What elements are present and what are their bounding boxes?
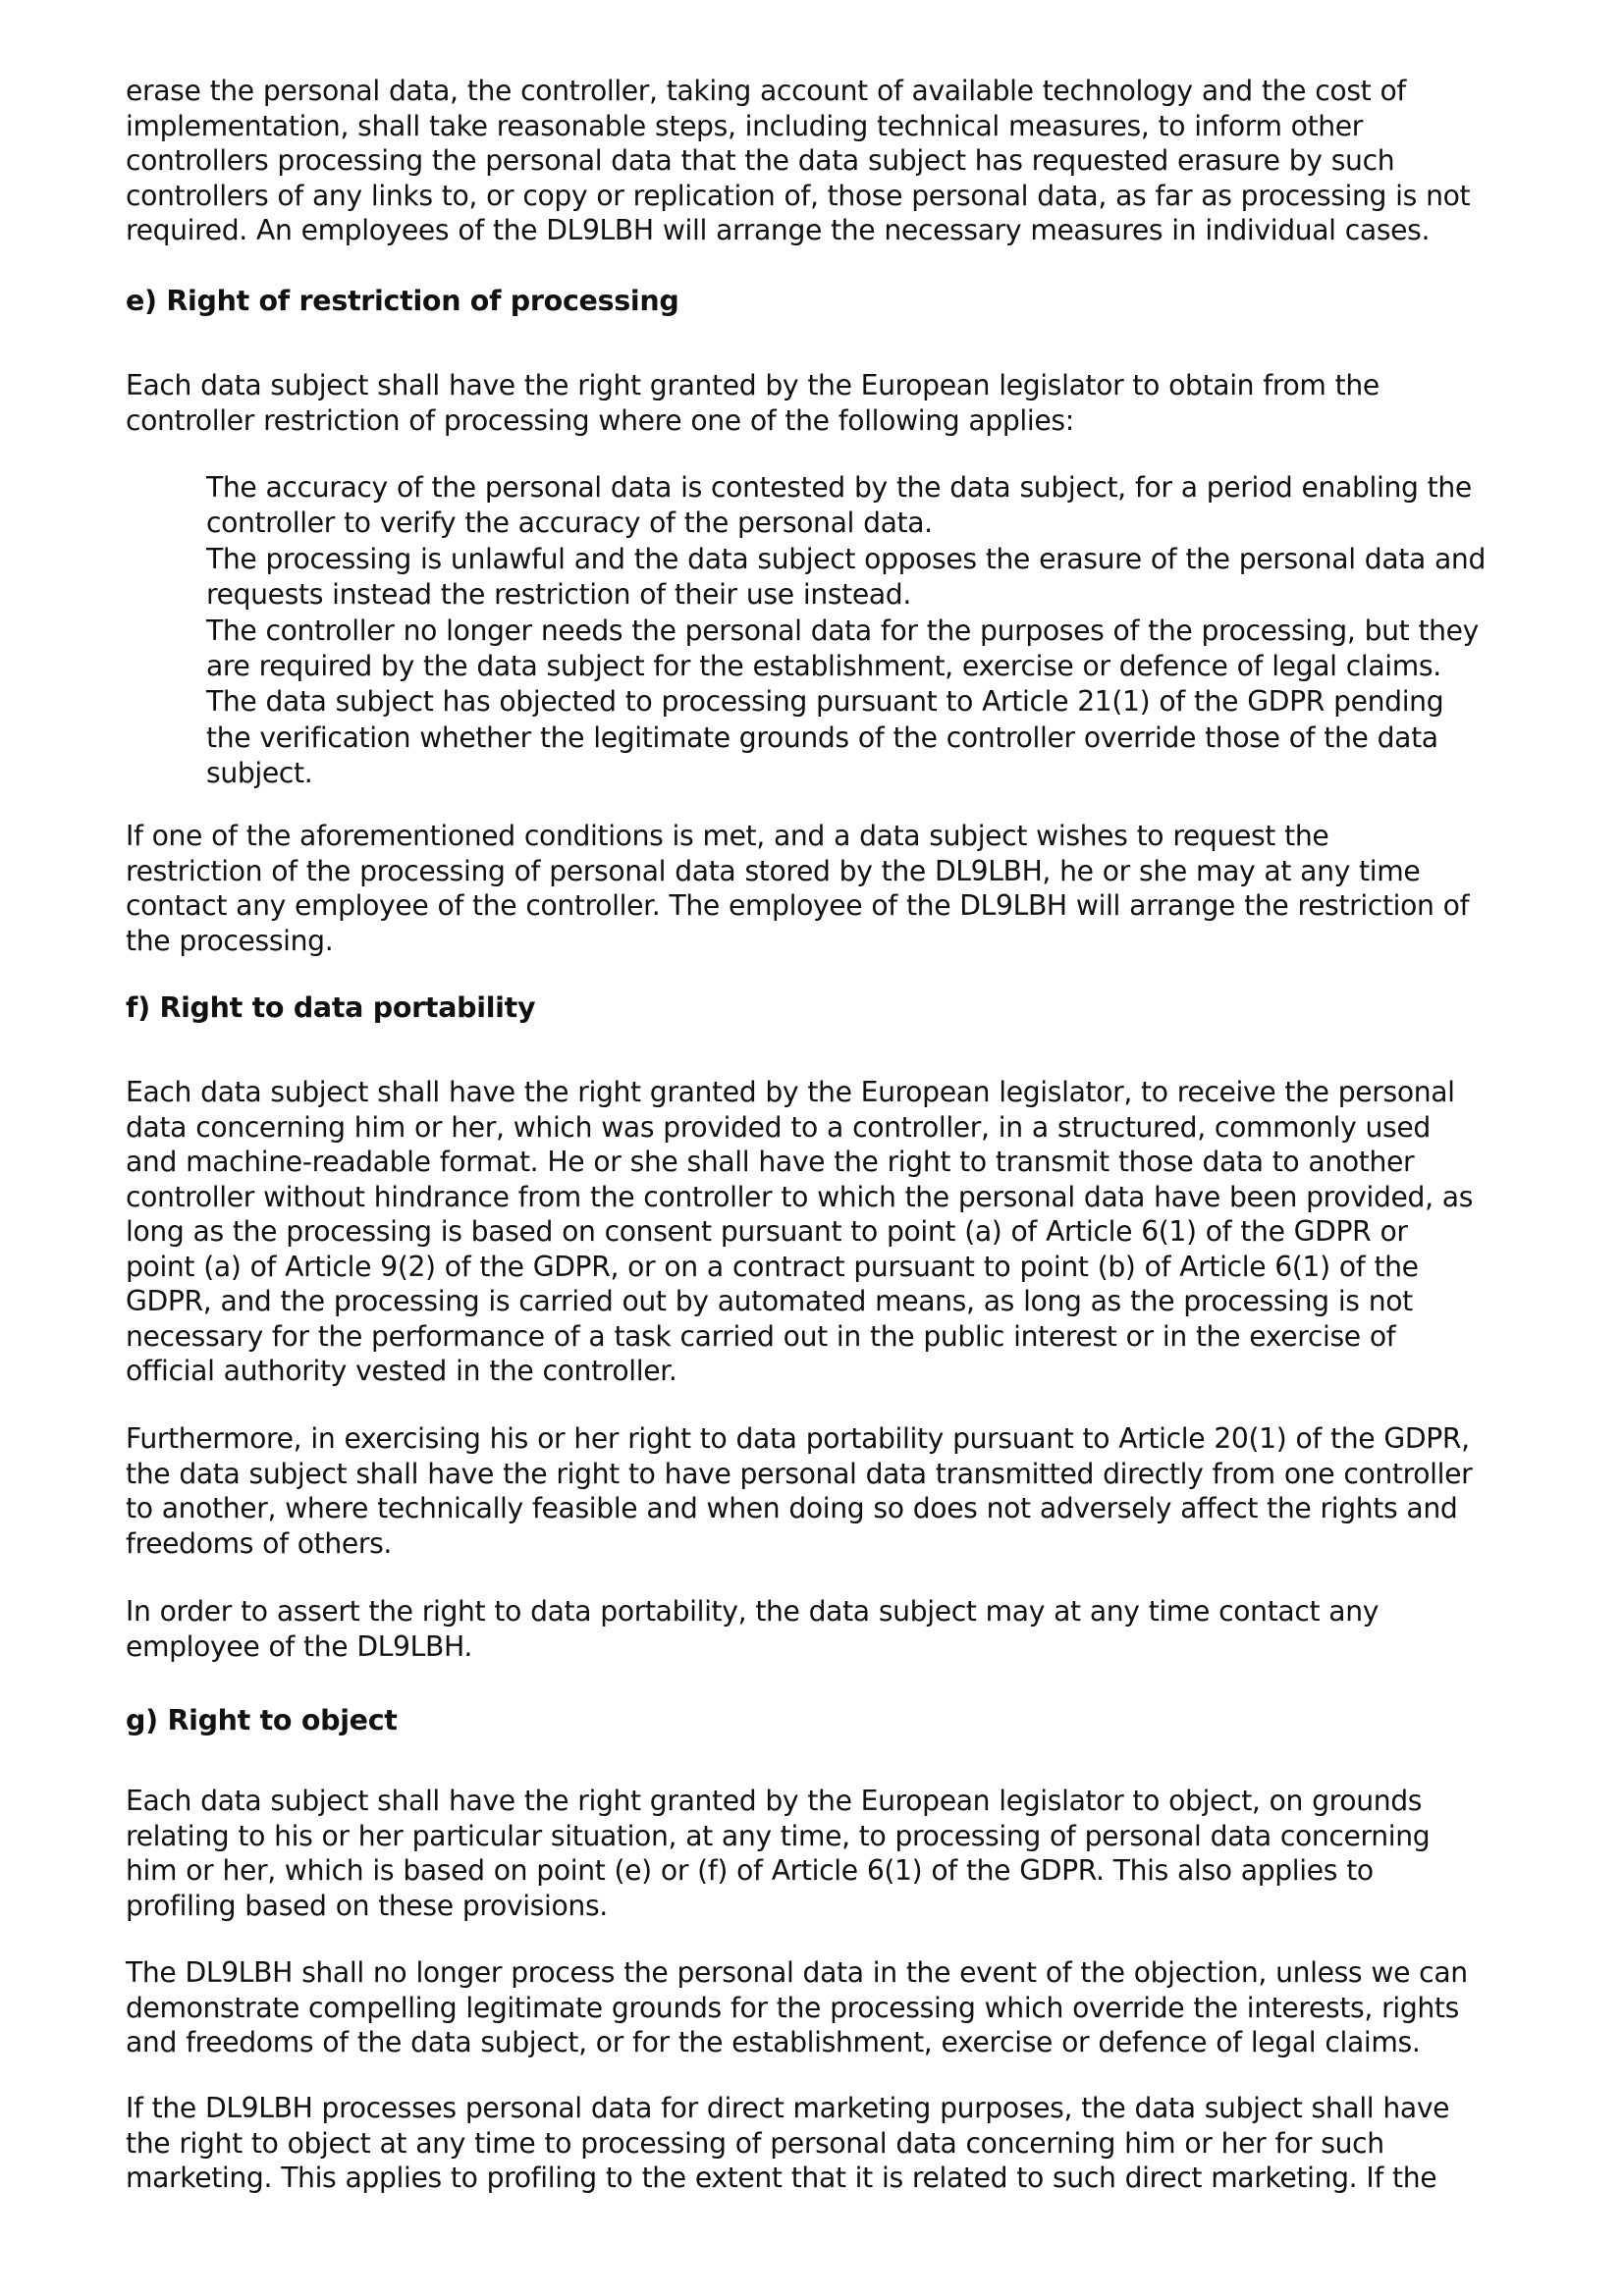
portability-paragraph-3 [126,1594,1379,1664]
text-line: implementation, shall take reasonable steps, including technical measures, to inform other [126,109,1364,142]
text-line: Each data subject shall have the right granted by the European legislator to obtain from the [126,369,1380,401]
text-line: the processing. [126,924,334,957]
section-heading-restriction: e) Right of restriction of processing [126,285,679,317]
text-line: point (a) of Article 9(2) of the GDPR, or on a contract pursuant to point (b) of Article 6(1) of the [126,1250,1419,1283]
text-line: relating to his or her particular situation, at any time, to processing of personal data concerning [126,1819,1431,1852]
portability-paragraph-2 [126,1421,1472,1561]
list-item-line: The accuracy of the personal data is contested by the data subject, for a period enabling the [206,471,1472,504]
restriction-closing-paragraph [126,819,1469,958]
text-line: official authority vested in the controller. [126,1355,677,1387]
restriction-intro-paragraph [126,368,1380,438]
text-line: controller restriction of processing where one of the following applies: [126,403,1074,437]
section-heading-portability: f) Right to data portability [126,991,536,1024]
object-paragraph-3 [126,2091,1449,2196]
text-line: data concerning him or her, which was provided to a controller, in a structured, commonly used [126,1110,1431,1144]
list-item-line: subject. [206,757,313,790]
list-item-line: The processing is unlawful and the data subject opposes the erasure of the personal data and [206,542,1486,575]
text-line: long as the processing is based on consent pursuant to point (a) of Article 6(1) of the GDPR or [126,1215,1408,1248]
text-line: restriction of the processing of personal data stored by the DL9LBH, he or she may at any time [126,854,1421,887]
list-item-line: requests instead the restriction of their use instead. [206,578,911,612]
text-line: Each data subject shall have the right granted by the European legislator to object, on grounds [126,1785,1423,1817]
list-item-line: The data subject has objected to processing pursuant to Article 21(1) of the GDPR pending [206,685,1444,719]
object-paragraph-1 [126,1784,1430,1923]
text-line: employee of the DL9LBH. [126,1629,472,1663]
object-paragraph-2 [126,1955,1468,2060]
text-line: If one of the aforementioned conditions is met, and a data subject wishes to request the [126,820,1329,852]
list-item-line: are required by the data subject for the establishment, exercise or defence of legal claims. [206,650,1441,683]
text-line: contact any employee of the controller. The employee of the DL9LBH will arrange the restriction of [126,889,1470,922]
erasure-continuation-paragraph [126,74,1470,248]
text-line: marketing. This applies to profiling to the extent that it is related to such direct marketing. If the [126,2162,1437,2194]
list-item-line: the verification whether the legitimate grounds of the controller override those of the data [206,721,1438,754]
restriction-conditions-list [206,470,1486,792]
section-heading-object: g) Right to object [126,1704,398,1736]
text-line: freedoms of others. [126,1526,393,1560]
text-line: In order to assert the right to data portability, the data subject may at any time contact any [126,1595,1380,1628]
text-line: Each data subject shall have the right granted by the European legislator, to receive the personal [126,1076,1455,1108]
text-line: required. An employees of the DL9LBH will arrange the necessary measures in individual cases. [126,214,1431,246]
text-line: controllers of any links to, or copy or replication of, those personal data, as far as processing is not [126,179,1471,212]
text-line: the data subject shall have the right to have personal data transmitted directly from one controller [126,1457,1473,1490]
text-line: controller without hindrance from the controller to which the personal data have been provided, as [126,1180,1474,1213]
list-item-line: controller to verify the accuracy of the personal data. [206,507,933,540]
text-line: Furthermore, in exercising his or her right to data portability pursuant to Article 20(1) of the GDPR, [126,1422,1470,1455]
text-line: If the DL9LBH processes personal data for direct marketing purposes, the data subject shall have [126,2092,1450,2124]
text-line: profiling based on these provisions. [126,1889,608,1922]
text-line: GDPR, and the processing is carried out by automated means, as long as the processing is not [126,1285,1413,1317]
text-line: to another, where technically feasible and when doing so does not adversely affect the rights and [126,1492,1458,1524]
text-line: and freedoms of the data subject, or for the establishment, exercise or defence of legal claims. [126,2026,1421,2058]
text-line: the right to object at any time to processing of personal data concerning him or her for such [126,2126,1384,2160]
text-line: necessary for the performance of a task carried out in the public interest or in the exercise of [126,1319,1396,1353]
text-line: him or her, which is based on point (e) or (f) of Article 6(1) of the GDPR. This also applies to [126,1854,1374,1887]
text-line: and machine-readable format. He or she shall have the right to transmit those data to another [126,1146,1415,1178]
text-line: The DL9LBH shall no longer process the personal data in the event of the objection, unless we can [126,1956,1468,1989]
text-line: erase the personal data, the controller, taking account of available technology and the cost of [126,75,1406,107]
text-line: demonstrate compelling legitimate grounds for the processing which override the interests, rights [126,1991,1459,2024]
text-line: controllers processing the personal data that the data subject has requested erasure by such [126,144,1395,177]
list-item-line: The controller no longer needs the personal data for the purposes of the processing, but they [206,614,1479,647]
portability-paragraph-1 [126,1075,1473,1389]
